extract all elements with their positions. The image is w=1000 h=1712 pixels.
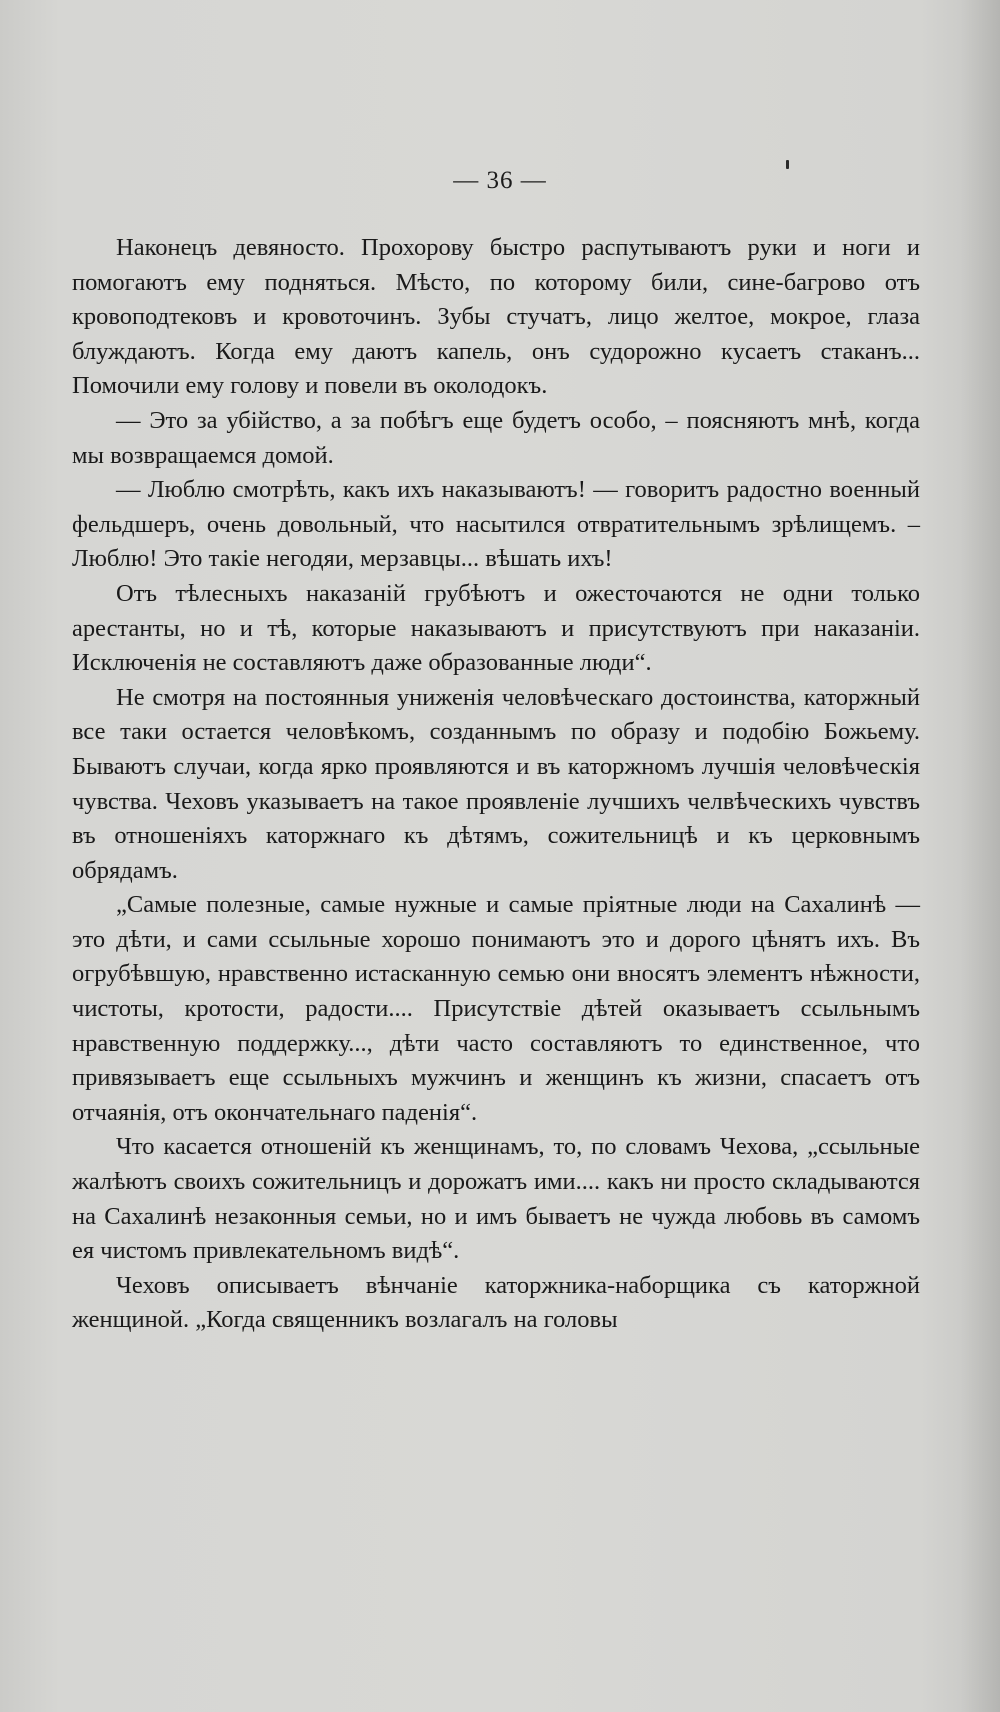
paragraph-6: „Самые полезные, самые нужные и самые пріятные люди на Сахалинѣ — это дѣти, и сами ссыльные хорошо понимаютъ это и дорого цѣнятъ ихъ. Въ огрубѣвшую, нравственно истасканную семью они вносятъ элементъ нѣжности, чистоты, кротости, радости.... Присутствіе дѣтей оказываетъ ссыльнымъ нравственную поддержку..., дѣти часто составляютъ то единственное, что привязываетъ еще ссыльныхъ мужчинъ и женщинъ къ жизни, спасаетъ отъ отчаянія, отъ окончательнаго паденія“.	[72, 891, 920, 1126]
paragraph-1: Наконецъ девяносто. Прохорову быстро распутываютъ руки и ноги и помогаютъ ему подняться. Мѣсто, по которому били, сине-багрово отъ кровоподтековъ и кровоточинъ. Зубы стучатъ, лицо желтое, мокрое, глаза блуждаютъ. Когда ему даютъ капель, онъ судорожно кусаетъ стаканъ... Помочили ему голову и повели въ околодокъ.	[72, 234, 920, 400]
page-edge-shadow	[960, 0, 1000, 1712]
paragraph-8: Чеховъ описываетъ вѣнчаніе каторжника-наборщика съ каторжной женщиной. „Когда священникъ возлагалъ на головы	[72, 1271, 920, 1334]
page-number: — 36 —	[453, 167, 547, 194]
paragraph-3: — Люблю смотрѣть, какъ ихъ наказываютъ! — говоритъ радостно военный фельдшеръ, очень довольный, что насытился отвратительнымъ зрѣлищемъ. – Люблю! Это такіе негодяи, мерзавцы... вѣшать ихъ!	[72, 476, 920, 573]
paragraph-7: Что касается отношеній къ женщинамъ, то, по словамъ Чехова, „ссыльные жалѣютъ своихъ сожительницъ и дорожатъ ими.... какъ ни просто складываются на Сахалинѣ незаконныя семьи, но и имъ бываетъ не чужда любовь въ самомъ ея чистомъ привлекательномъ видѣ“.	[72, 1133, 920, 1265]
paragraph-2: — Это за убійство, а за побѣгъ еще будетъ особо, – поясняютъ мнѣ, когда мы возвращаемся домой.	[72, 406, 920, 469]
paragraph-5: Не смотря на постоянныя униженія человѣческаго достоинства, каторжный все таки остается человѣкомъ, созданнымъ по образу и подобію Божьему. Бываютъ случаи, когда ярко проявляются и въ каторжномъ лучшія человѣческія чувства. Чеховъ указываетъ на такое проявленіе лучшихъ челвѣческихъ чувствъ въ отношеніяхъ каторжнаго къ дѣтямъ, сожительницѣ и къ церковнымъ обрядамъ.	[72, 683, 920, 884]
paragraph-4: Отъ тѣлесныхъ наказаній грубѣютъ и ожесточаются не одни только арестанты, но и тѣ, которые наказываютъ и присутствуютъ при наказаніи. Исключенія не составляютъ даже образованные люди“.	[72, 579, 920, 677]
body-text	[72, 231, 920, 1338]
